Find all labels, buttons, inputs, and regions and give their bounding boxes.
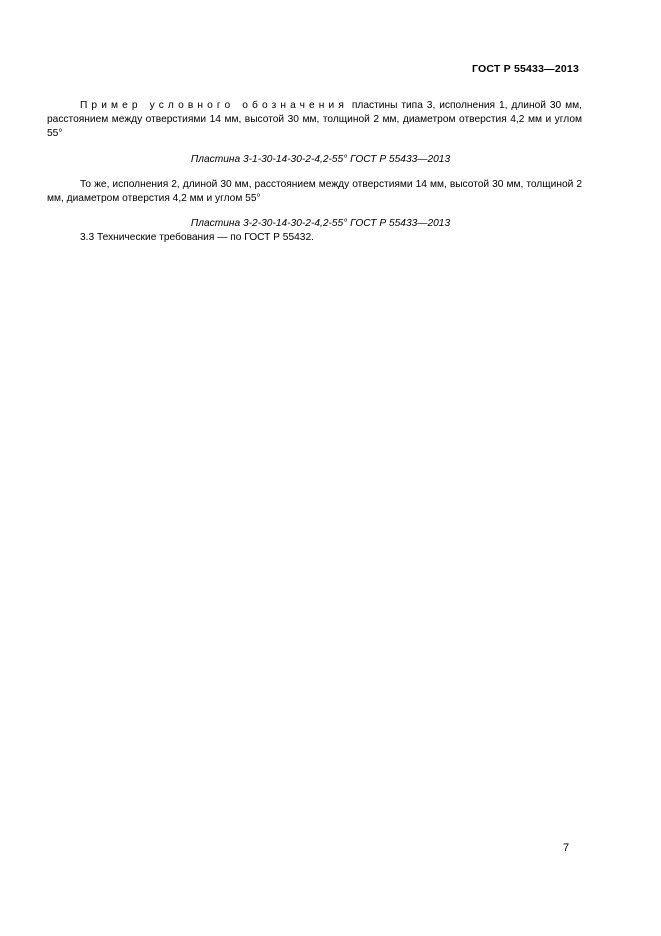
clause-3-3: 3.3 Технические требования — по ГОСТ Р 55432.: [80, 232, 314, 244]
standard-header: ГОСТ Р 55433—2013: [471, 63, 579, 75]
variant-example-paragraph: То же, исполнения 2, длиной 30 мм, расстоянием между отверстиями 14 мм, высотой 30 мм, толщиной 2 мм, диаметром отверстия 4,2 мм и углом 55°: [47, 178, 582, 205]
example-description: пластины типа 3, исполнения 1, длиной 30 мм, расстоянием между отверстиями 14 мм, высотой 30 мм, толщиной 2 мм, диаметром отверстия 4,2 мм и углом 55°: [47, 100, 582, 140]
example-lead-label: Пример условного обозначения: [80, 100, 348, 111]
page-number: 7: [563, 842, 570, 854]
designation-code-1: Пластина 3-1-30-14-30-2-4,2-55° ГОСТ Р 55433—2013: [190, 153, 451, 165]
designation-example-paragraph: [47, 99, 582, 142]
designation-code-2: Пластина 3-2-30-14-30-2-4,2-55° ГОСТ Р 55433—2013: [190, 218, 451, 230]
document-body: [47, 99, 582, 246]
